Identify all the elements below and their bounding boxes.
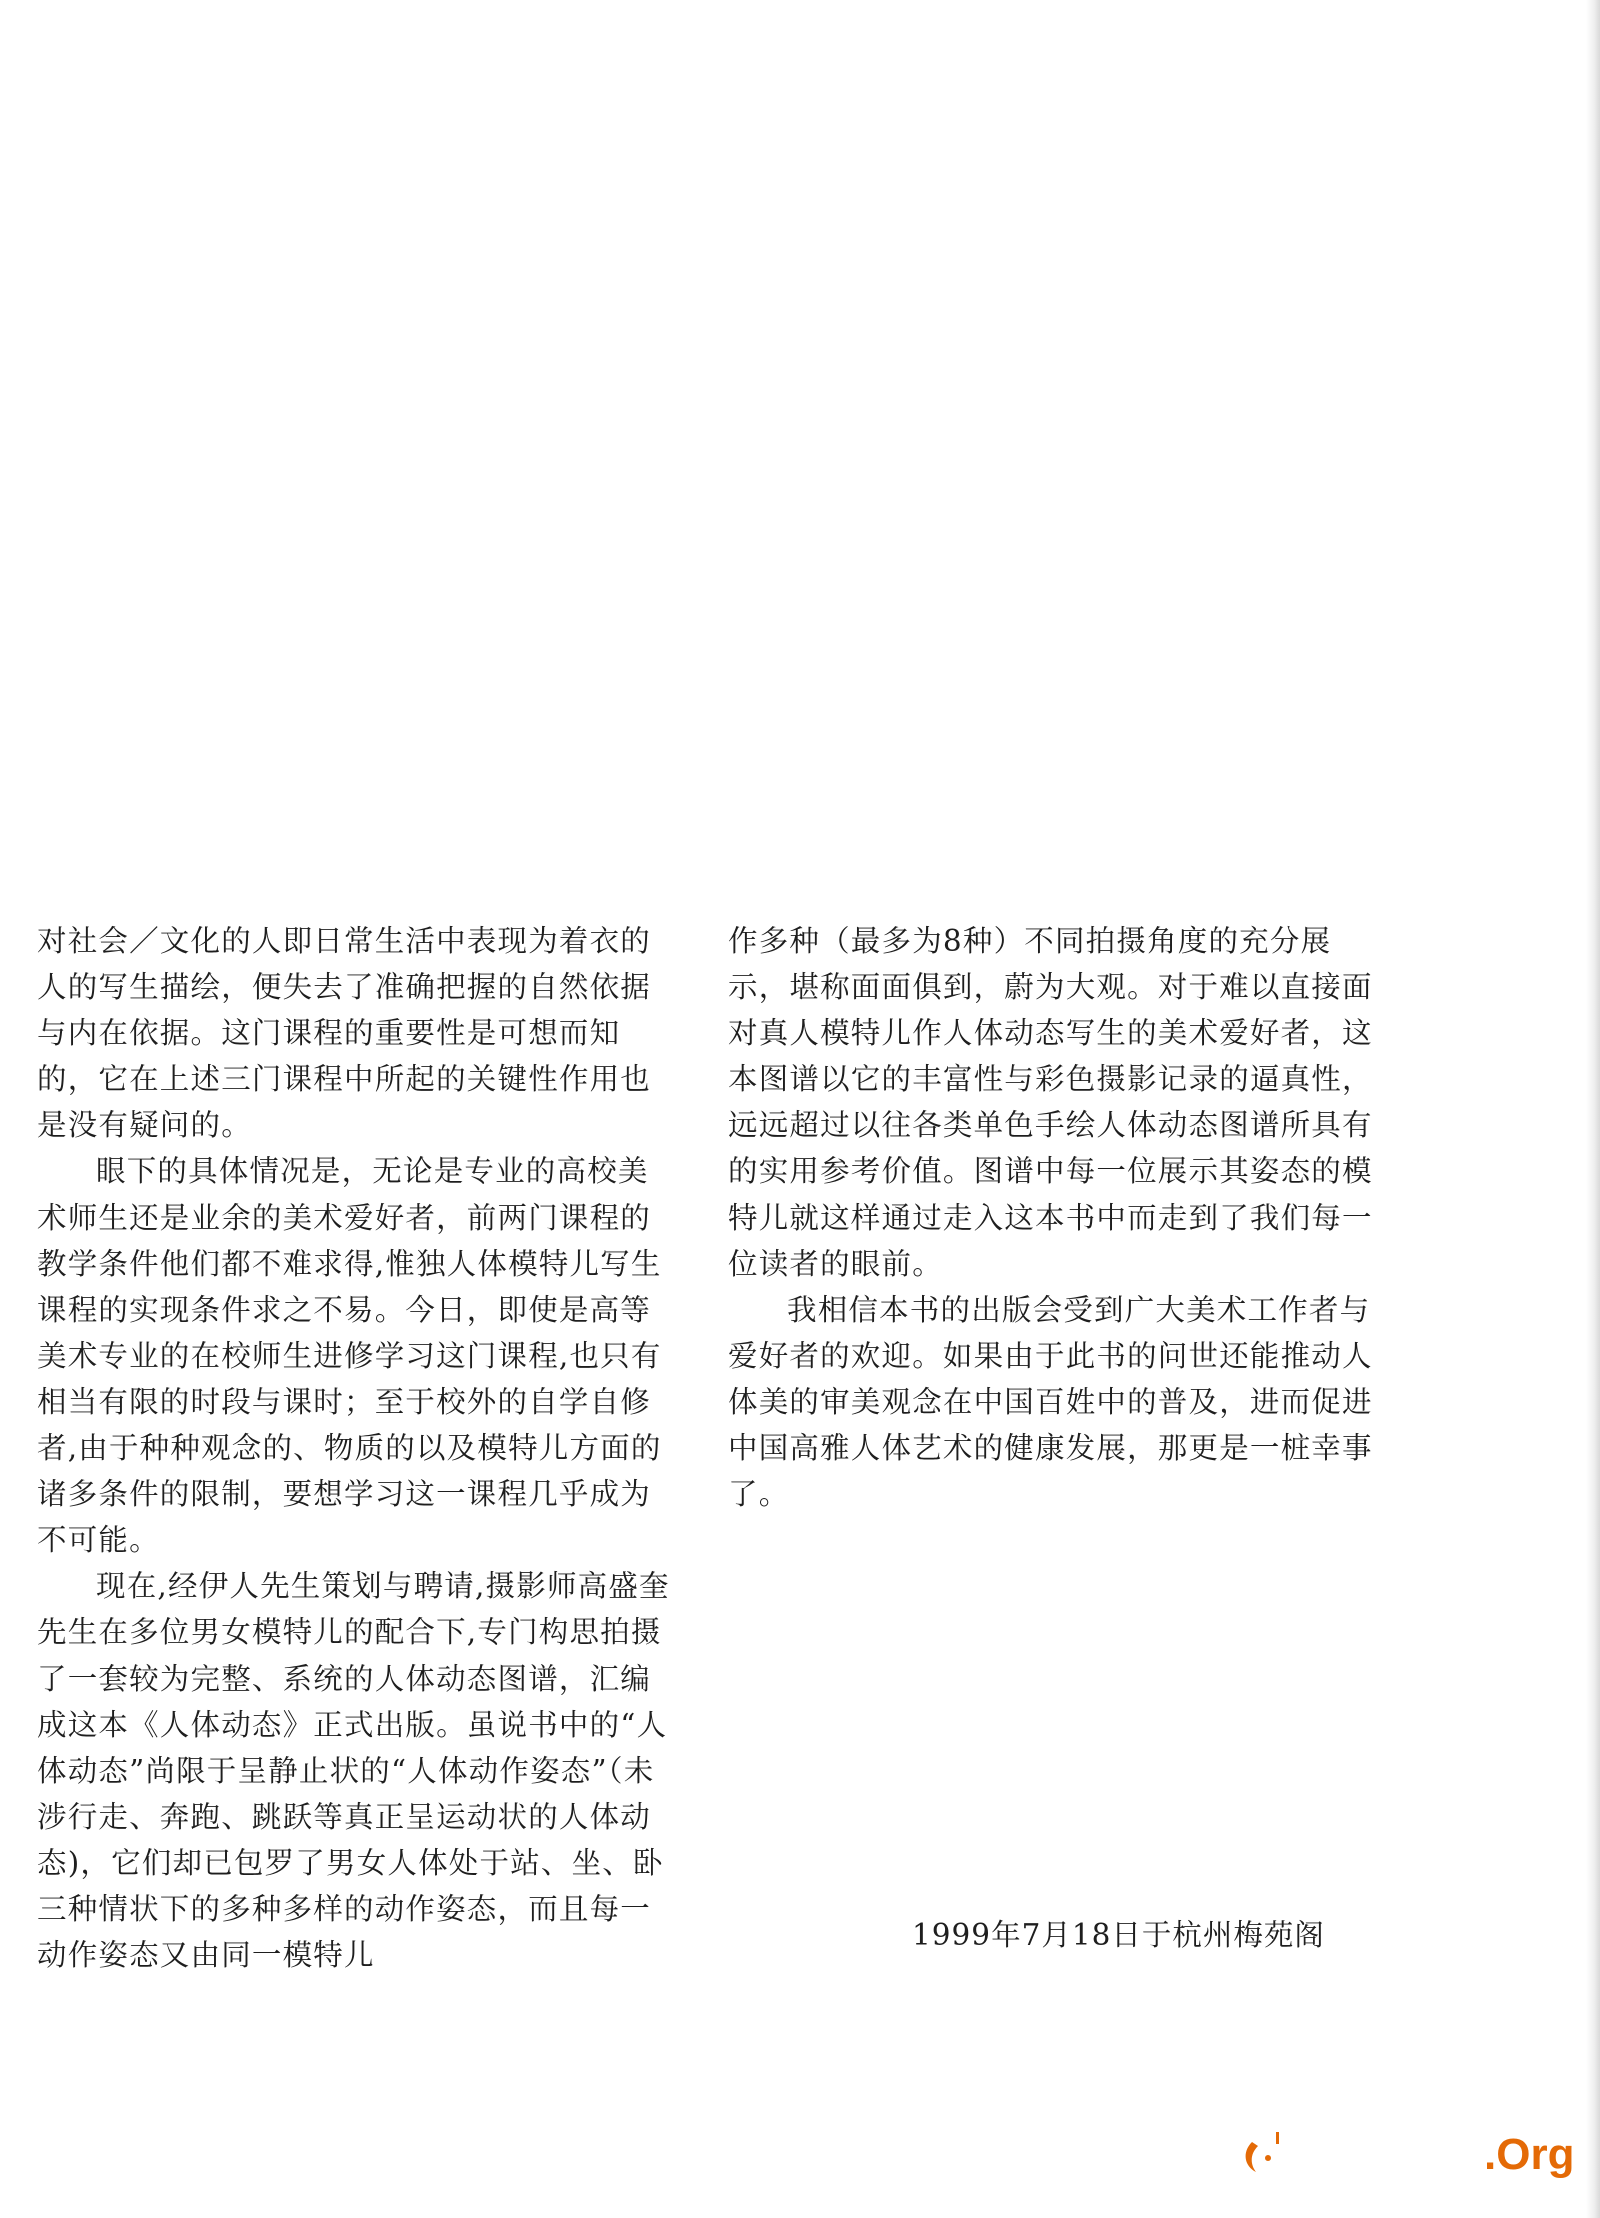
paragraph: 我相信本书的出版会受到广大美术工作者与爱好者的欢迎。如果由于此书的问世还能推动人体美的审美观念在中国百姓中的普及，进而促进中国高雅人体艺术的健康发展，那更是一桩幸事了。 [728,1292,1373,1512]
page-edge-shadow [1586,0,1600,2218]
paragraph: 眼下的具体情况是，无论是专业的高校美术师生还是业余的美术爱好者，前两门课程的教学条件他们都不难求得,惟独人体模特儿写生课程的实现条件求之不易。今日，即使是高等美术专业的在校师生进修学习这门课程,也只有相当有限的时段与课时；至于校外的自学自修者,由于种种观念的、物质的以及模特儿方面的诸多条件的限制，要想学习这一课程几乎成为不可能。 [37,1154,662,1558]
watermark-logo-icon [1238,2132,1286,2180]
site-watermark [1238,2126,1578,2186]
left-text-column [37,918,677,1978]
watermark-text: .Org [1484,2130,1575,2179]
date-signature: 1999年7月18日于杭州梅苑阁 [912,1918,1325,1952]
paragraph: 作多种（最多为8种）不同拍摄角度的充分展示，堪称面面俱到，蔚为大观。对于难以直接面对真人模特儿作人体动态写生的美术爱好者，这本图谱以它的丰富性与彩色摄影记录的逼真性，远远超过以往各类单色手绘人体动态图谱所具有的实用参考价值。图谱中每一位展示其姿态的模特儿就这样通过走入这本书中而走到了我们每一位读者的眼前。 [728,924,1373,1281]
paragraph: 对社会／文化的人即日常生活中表现为着衣的人的写生描绘，便失去了准确把握的自然依据与内在依据。这门课程的重要性是可想而知的，它在上述三门课程中所起的关键性作用也是没有疑问的。 [37,924,652,1143]
paragraph: 现在,经伊人先生策划与聘请,摄影师高盛奎先生在多位男女模特儿的配合下,专门构思拍摄了一套较为完整、系统的人体动态图谱，汇编成这本《人体动态》正式出版。虽说书中的“人体动态”尚限于呈静止状的“人体动作姿态”（未涉行走、奔跑、跳跃等真正呈运动状的人体动态)，它们却已包罗了男女人体处于站、坐、卧三种情状下的多种多样的动作姿态，而且每一动作姿态又由同一模特儿 [37,1569,670,1973]
right-text-column [728,918,1374,1517]
